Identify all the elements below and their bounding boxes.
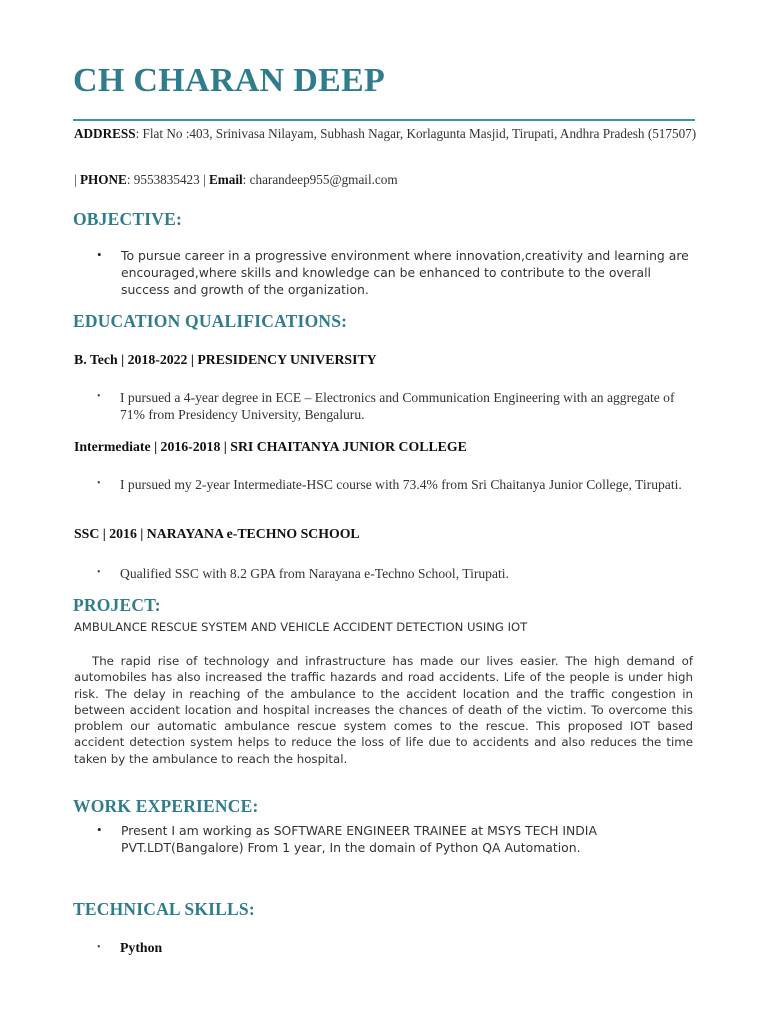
email-label: Email [208,172,243,187]
bullet-icon: • [97,478,101,489]
objective-heading: OBJECTIVE: [73,209,182,229]
address-value: : Flat No :403, Srinivasa Nilayam, Subhash Nagar, Korlagunta Masjid, Tirupati, Andhra Pradesh (517507) [135,126,697,141]
address-label: ADDRESS [74,126,136,141]
technical-skills-heading: TECHNICAL SKILLS: [73,899,255,919]
contact-line [74,171,699,188]
bullet-icon: • [97,942,101,953]
phone-label: PHONE [79,172,127,187]
work-experience-heading: WORK EXPERIENCE: [73,796,259,816]
bullet-icon: • [97,567,101,578]
bullet-icon: • [97,822,102,837]
project-description: The rapid rise of technology and infrastructure has made our lives easier. The high demand of automobiles has also increased the traffic hazards and road accidents. Life of the people is under high risk. The delay in reaching of the ambulance to the accident location and the traffic congestion in between accident location and hospital increases the chances of death of the victim. To overcome this problem our automatic ambulance rescue system comes to the rescue. This proposed IOT based accident detection system helps to reduce the loss of life due to accidents and also reduces the time taken by the ambulance to reach the hospital. [74,654,693,766]
education-item-title: B. Tech | 2018-2022 | PRESIDENCY UNIVERSITY [74,352,377,367]
project-title: AMBULANCE RESCUE SYSTEM AND VEHICLE ACCIDENT DETECTION USING IOT [74,620,528,634]
address-line [74,125,699,142]
phone-value: : 9553835423 | [126,172,209,187]
header-divider [73,119,695,121]
project-heading: PROJECT: [73,595,161,615]
email-value: : charandeep955@gmail.com [242,172,398,187]
education-item-text: Qualified SSC with 8.2 GPA from Narayana e-Techno School, Tirupati. [120,566,509,581]
bullet-icon: • [97,247,102,262]
objective-text: To pursue career in a progressive environment where innovation,creativity and learning are encouraged,where skills and knowledge can be enhanced to contribute to the overall success and growth of the organization. [121,248,689,297]
education-item-title: Intermediate | 2016-2018 | SRI CHAITANYA JUNIOR COLLEGE [74,439,467,454]
candidate-name: CH CHARAN DEEP [73,62,386,99]
education-item-text: I pursued my 2-year Intermediate-HSC course with 73.4% from Sri Chaitanya Junior College, Tirupati. [120,477,682,492]
education-heading: EDUCATION QUALIFICATIONS: [73,311,348,331]
work-experience-text: Present I am working as SOFTWARE ENGINEER TRAINEE at MSYS TECH INDIA PVT.LDT(Bangalore) From 1 year, In the domain of Python QA Automation. [121,823,597,855]
contact-lead: | [74,172,80,187]
skill-item: Python [120,940,163,955]
bullet-icon: • [97,391,101,402]
education-item-title: SSC | 2016 | NARAYANA e-TECHNO SCHOOL [74,526,360,541]
education-item-text: I pursued a 4-year degree in ECE – Electronics and Communication Engineering with an aggregate of 71% from Presidency University, Bengaluru. [120,390,675,422]
